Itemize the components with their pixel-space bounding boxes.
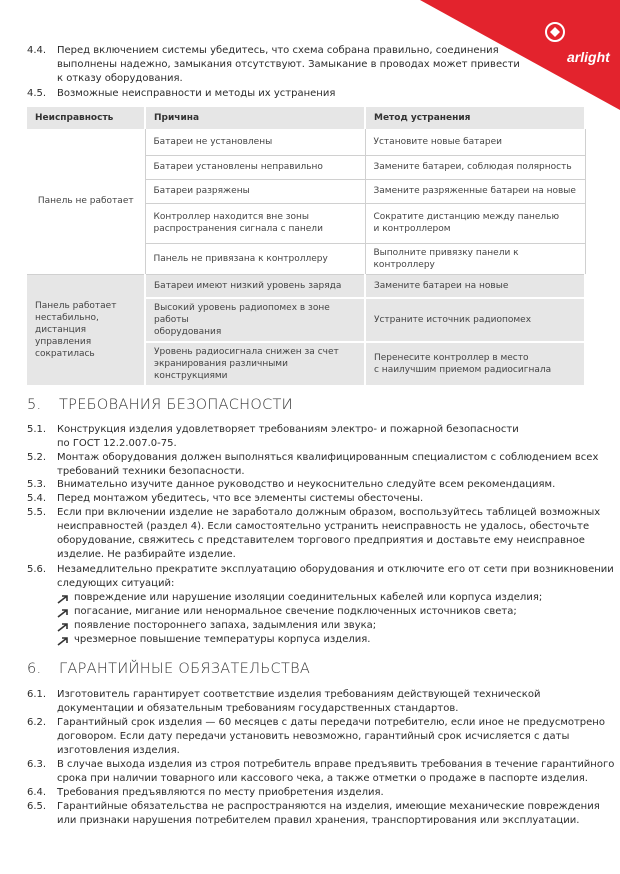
item-text: В случае выхода изделия из строя потребитель вправе предъявить требования в течение гарантийного срока при наличии товарного или кассового чека, а также отметки о продаже в паспорте изделия. <box>57 759 615 784</box>
item-text: Возможные неисправности и методы их устранения <box>57 88 336 99</box>
troubleshooting-table <box>27 107 586 387</box>
section-heading: 5. ТРЕБОВАНИЯ БЕЗОПАСНОСТИ <box>27 397 293 413</box>
arrow-bullet-icon <box>57 608 69 618</box>
table-header-row <box>27 107 585 129</box>
item-text: Гарантийные обязательства не распространяются на изделия, имеющие механические повреждения или признаки нарушения потребителем правил хранения, транспортирования или эксплуатации. <box>57 801 600 826</box>
item-number: 5.5. <box>27 507 47 518</box>
logo-text: arlight <box>567 49 610 65</box>
arrow-bullet-icon <box>57 594 69 604</box>
item-text: Перед включением системы убедитесь, что схема собрана правильно, соединения выполнены надежно, замыкания отсутствуют. Замыкание в проводах может привести к отказу оборудования. <box>57 45 520 84</box>
fix-cell: Установите новые батареи <box>365 129 585 155</box>
cause-cell: Контроллер находится вне зоны распространения сигнала с панели <box>145 203 365 243</box>
cause-cell: Панель не привязана к контроллеру <box>145 243 365 274</box>
table-row <box>27 274 585 298</box>
fix-cell: Устраните источник радиопомех <box>365 298 585 342</box>
bullet-text: повреждение или нарушение изоляции соединительных кабелей или корпуса изделия; <box>74 592 543 603</box>
column-header: Причина <box>145 107 365 129</box>
cause-cell: Батареи не установлены <box>145 129 365 155</box>
item-number: 5.2. <box>27 452 47 463</box>
item-number: 5.1. <box>27 424 47 435</box>
item-text: Конструкция изделия удовлетворяет требованиям электро- и пожарной безопасности по ГОСТ 12.2.007.0-75. <box>57 424 519 449</box>
section-heading: 6. ГАРАНТИЙНЫЕ ОБЯЗАТЕЛЬСТВА <box>27 661 311 677</box>
cause-cell: Уровень радиосигнала снижен за счет экранирования различными конструкциями <box>145 342 365 386</box>
fix-cell: Замените разряженные батареи на новые <box>365 179 585 203</box>
item-text: Требования предъявляются по месту приобретения изделия. <box>57 787 384 798</box>
bullet-text: погасание, мигание или ненормальное свечение подключенных источников света; <box>74 606 517 617</box>
column-header: Метод устранения <box>365 107 585 129</box>
cause-cell: Батареи имеют низкий уровень заряда <box>145 274 365 298</box>
fix-cell: Сократите дистанцию между панелью и контроллером <box>365 203 585 243</box>
fault-cell: Панель не работает <box>27 129 145 274</box>
item-text: Незамедлительно прекратите эксплуатацию оборудования и отключите его от сети при возникновении следующих ситуаций: <box>57 564 614 589</box>
fix-cell: Перенесите контроллер в место с наилучшим приемом радиосигнала <box>365 342 585 386</box>
item-number: 6.3. <box>27 759 47 770</box>
fix-cell: Замените батареи на новые <box>365 274 585 298</box>
item-number: 6.4. <box>27 787 47 798</box>
fix-cell: Замените батареи, соблюдая полярность <box>365 155 585 179</box>
bullet-text: чрезмерное повышение температуры корпуса изделия. <box>74 634 371 645</box>
item-number: 5.4. <box>27 493 47 504</box>
item-text: Если при включении изделие не заработало должным образом, воспользуйтесь таблицей возможных неисправностей (раздел 4). Если самостоятельно устранить неисправность не удалось, обесточьте оборудование, свяжитесь с представителем торгового предприятия и доставьте ему неисправное изделие. Не разбирайте изделие. <box>57 507 601 560</box>
item-number: 6.1. <box>27 689 47 700</box>
item-number: 5.6. <box>27 564 47 575</box>
item-number: 4.5. <box>27 88 47 99</box>
item-text: Изготовитель гарантирует соответствие изделия требованиям действующей технической документации и обязательным требованиям государственных стандартов. <box>57 689 541 714</box>
item-text: Внимательно изучите данное руководство и неукоснительно следуйте всем рекомендациям. <box>57 479 556 490</box>
cause-cell: Батареи установлены неправильно <box>145 155 365 179</box>
table-row <box>27 129 585 155</box>
fix-cell: Выполните привязку панели к контроллеру <box>365 243 585 274</box>
item-number: 6.5. <box>27 801 47 812</box>
cause-cell: Батареи разряжены <box>145 179 365 203</box>
item-text: Монтаж оборудования должен выполняться квалифицированным специалистом с соблюдением всех требований техники безопасности. <box>57 452 599 477</box>
arrow-bullet-icon <box>57 622 69 632</box>
bullet-text: появление постороннего запаха, задымления или звука; <box>74 620 377 631</box>
item-text: Гарантийный срок изделия — 60 месяцев с даты передачи потребителю, если иное не предусмотрено договором. Если дату передачи установить невозможно, гарантийный срок исчисляется с даты изготовления изделия. <box>57 717 605 756</box>
cause-cell: Высокий уровень радиопомех в зоне работы оборудования <box>145 298 365 342</box>
column-header: Неисправность <box>27 107 145 129</box>
item-number: 5.3. <box>27 479 47 490</box>
arrow-bullet-icon <box>57 636 69 646</box>
item-number: 4.4. <box>27 45 47 56</box>
fault-cell: Панель работает нестабильно, дистанция управления сократилась <box>27 274 145 386</box>
item-text: Перед монтажом убедитесь, что все элементы системы обесточены. <box>57 493 424 504</box>
item-number: 6.2. <box>27 717 47 728</box>
